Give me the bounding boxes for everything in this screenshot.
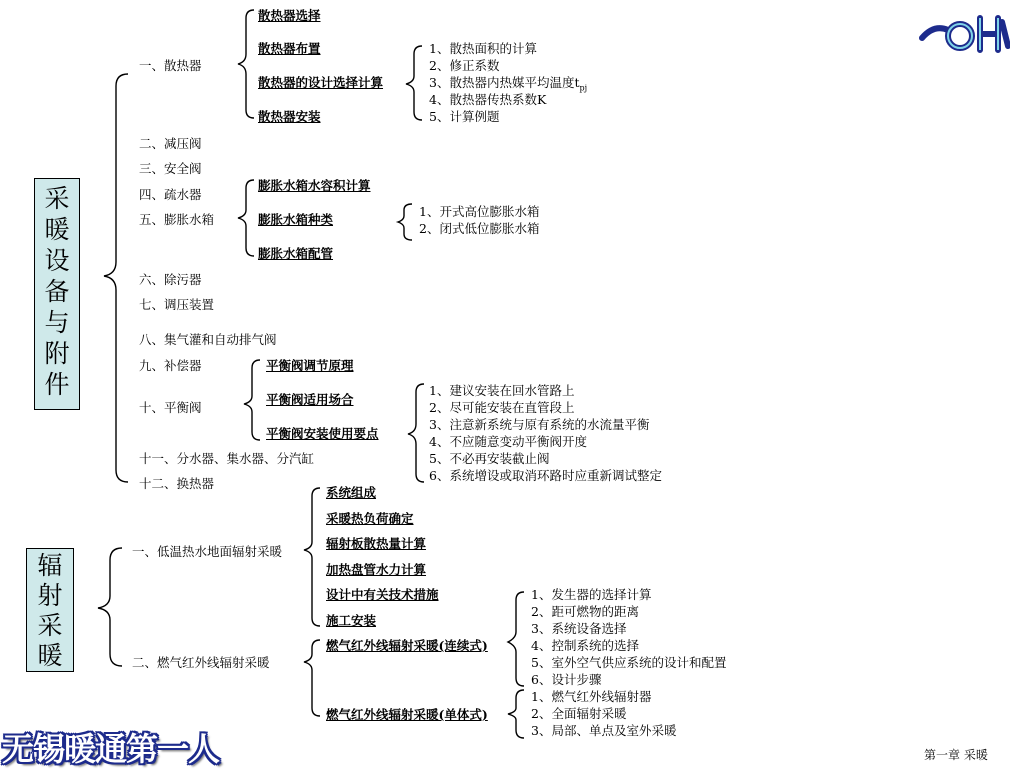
continuous-detail: 6、设计步骤 (531, 672, 602, 687)
continuous-detail: 1、发生器的选择计算 (531, 587, 652, 602)
item-pressure-regulator: 七、调压装置 (139, 297, 215, 312)
floor-sub: 加热盘管水力计算 (326, 562, 427, 577)
unit-detail: 3、局部、单点及室外采暖 (531, 723, 677, 738)
floor-sub: 辐射板散热量计算 (326, 536, 427, 551)
valve-detail: 1、建议安装在回水管路上 (429, 383, 575, 398)
tank-brace (238, 180, 254, 256)
radiator-detail: 2、修正系数 (429, 58, 500, 73)
radiator-sub-design: 散热器的设计选择计算 (258, 75, 384, 90)
radiator-detail: 4、散热器传热系数K (429, 92, 547, 107)
radiator-sub-layout: 散热器布置 (258, 41, 321, 56)
unit-detail: 2、全面辐射采暖 (531, 706, 627, 721)
unit-detail: 1、燃气红外线辐射器 (531, 689, 652, 704)
continuous-detail: 3、系统设备选择 (531, 621, 627, 636)
item-manifold: 十一、分水器、集水器、分汽缸 (139, 451, 315, 466)
item-compensator: 九、补偿器 (139, 358, 202, 373)
valve-detail: 3、注意新系统与原有系统的水流量平衡 (429, 417, 650, 432)
continuous-detail: 5、室外空气供应系统的设计和配置 (531, 655, 727, 670)
section-box-heating: 采暖设备与附件 (34, 178, 80, 410)
item-pressure-reducing-valve: 二、减压阀 (139, 136, 202, 151)
item-expansion-tank: 五、膨胀水箱 (139, 212, 215, 227)
item-safety-valve: 三、安全阀 (139, 161, 202, 176)
item-balancing-valve: 十、平衡阀 (139, 400, 202, 415)
continuous-detail-brace (508, 592, 524, 686)
temperature-symbol: t (574, 75, 580, 90)
tank-detail-brace (398, 204, 412, 240)
floor-sub: 系统组成 (326, 485, 377, 500)
radiator-detail: 1、散热面积的计算 (429, 41, 537, 56)
tank-sub-types: 膨胀水箱种类 (258, 212, 334, 227)
radiator-sub-selection: 散热器选择 (258, 8, 321, 23)
valve-detail: 4、不应随意变动平衡阀开度 (429, 434, 587, 449)
item-radiator: 一、散热器 (139, 58, 202, 73)
item-dirt-separator: 六、除污器 (139, 272, 202, 287)
radiator-sub-install: 散热器安装 (258, 109, 321, 124)
floor-sub: 采暖热负荷确定 (326, 511, 414, 526)
radiator-brace (238, 10, 254, 118)
temperature-subscript: pj (579, 83, 588, 93)
gas-sub-unit: 燃气红外线辐射采暖(单体式) (326, 707, 488, 722)
item-steam-trap: 四、疏水器 (139, 187, 202, 202)
valve-detail: 5、不必再安装截止阀 (429, 451, 550, 466)
floor-sub: 施工安装 (326, 613, 377, 628)
brand-watermark: 无锡暖通第一人 (2, 730, 220, 768)
floor-brace (304, 488, 320, 626)
gas-brace (304, 640, 320, 716)
item-gas-infrared: 二、燃气红外线辐射采暖 (132, 655, 270, 670)
section2-brace (98, 548, 122, 666)
radiator-detail: 5、计算例题 (429, 109, 500, 124)
item-heat-exchanger: 十二、换热器 (139, 476, 215, 491)
valve-sub-installation: 平衡阀安装使用要点 (266, 426, 379, 441)
valve-detail-brace (408, 384, 424, 482)
unit-detail-brace (508, 690, 524, 738)
tank-sub-piping: 膨胀水箱配管 (258, 246, 334, 261)
valve-detail: 2、尽可能安装在直管段上 (429, 400, 575, 415)
valve-sub-applications: 平衡阀适用场合 (266, 392, 354, 407)
valve-detail: 6、系统增设或取消环路时应重新调试整定 (429, 468, 662, 483)
radiator-detail-text: 3、散热器内热媒平均温度 (429, 75, 575, 90)
tank-detail: 1、开式高位膨胀水箱 (419, 204, 540, 219)
item-air-vent: 八、集气灌和自动排气阀 (139, 332, 277, 347)
section1-brace (104, 74, 128, 482)
floor-sub: 设计中有关技术措施 (326, 587, 439, 602)
gas-sub-continuous: 燃气红外线辐射采暖(连续式) (326, 638, 488, 653)
valve-brace (244, 360, 260, 440)
section-box-radiant-heating: 辐射采暖 (26, 548, 74, 672)
tank-sub-volume: 膨胀水箱水容积计算 (258, 178, 371, 193)
chapter-footer: 第一章 采暖 (924, 748, 988, 762)
continuous-detail: 4、控制系统的选择 (531, 638, 639, 653)
valve-sub-principle: 平衡阀调节原理 (266, 358, 354, 373)
tank-detail: 2、闭式低位膨胀水箱 (419, 221, 540, 236)
item-floor-radiant: 一、低温热水地面辐射采暖 (132, 544, 283, 559)
radiator-detail-brace (406, 46, 422, 120)
continuous-detail: 2、距可燃物的距离 (531, 604, 639, 619)
